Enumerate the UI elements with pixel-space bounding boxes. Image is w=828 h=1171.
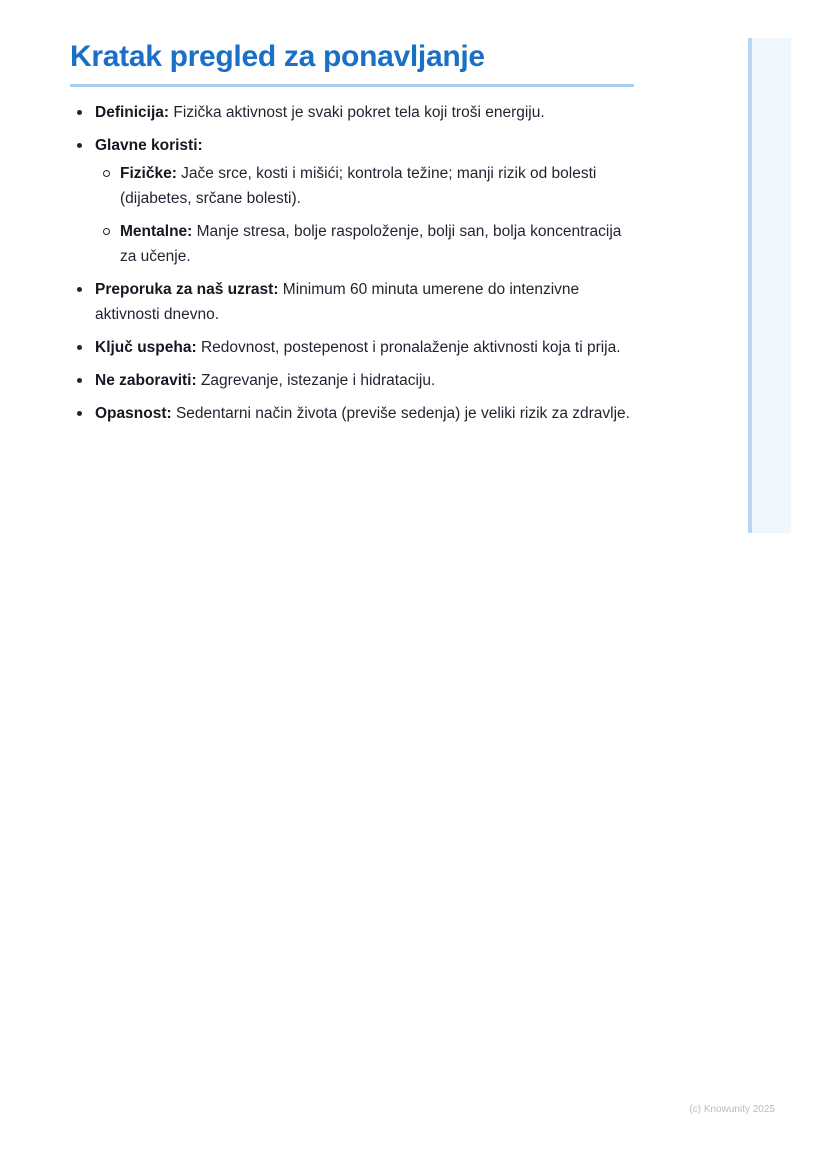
benefits-sublist [95,161,640,269]
item-text: Jače srce, kosti i mišići; kontrola težine; manji rizik od bolesti (dijabetes, srčane bolesti). [120,165,597,207]
sublist-item-mental [95,219,640,269]
summary-list [70,100,640,434]
page-title: Kratak pregled za ponavljanje [70,40,485,73]
list-item-definition [70,100,640,125]
title-underline [70,84,634,87]
side-panel [748,38,791,533]
item-label: Mentalne: [120,223,193,240]
item-label: Definicija: [95,104,170,121]
item-label: Opasnost: [95,405,172,422]
footer-copyright: (c) Knowunity 2025 [689,1104,775,1115]
list-item-danger [70,401,640,426]
item-text: Fizička aktivnost je svaki pokret tela koji troši energiju. [169,104,545,121]
item-label: Fizičke: [120,165,177,182]
item-label: Preporuka za naš uzrast: [95,281,279,298]
list-item-recommendation [70,277,640,327]
item-text: Manje stresa, bolje raspoloženje, bolji san, bolja koncentracija za učenje. [120,223,622,265]
item-label: Ne zaboraviti: [95,372,197,389]
list-item-dont-forget [70,368,640,393]
list-item-benefits [70,133,640,269]
item-text: Zagrevanje, istezanje i hidrataciju. [196,372,436,389]
item-label: Ključ uspeha: [95,339,197,356]
item-text: Sedentarni način života (previše sedenja) je veliki rizik za zdravlje. [171,405,630,422]
list-item-key-success [70,335,640,360]
item-text: Redovnost, postepenost i pronalaženje aktivnosti koja ti prija. [196,339,621,356]
item-text: Minimum 60 minuta umerene do intenzivne aktivnosti dnevno. [95,281,580,323]
item-label: Glavne koristi: [95,137,203,154]
sublist-item-physical [95,161,640,211]
